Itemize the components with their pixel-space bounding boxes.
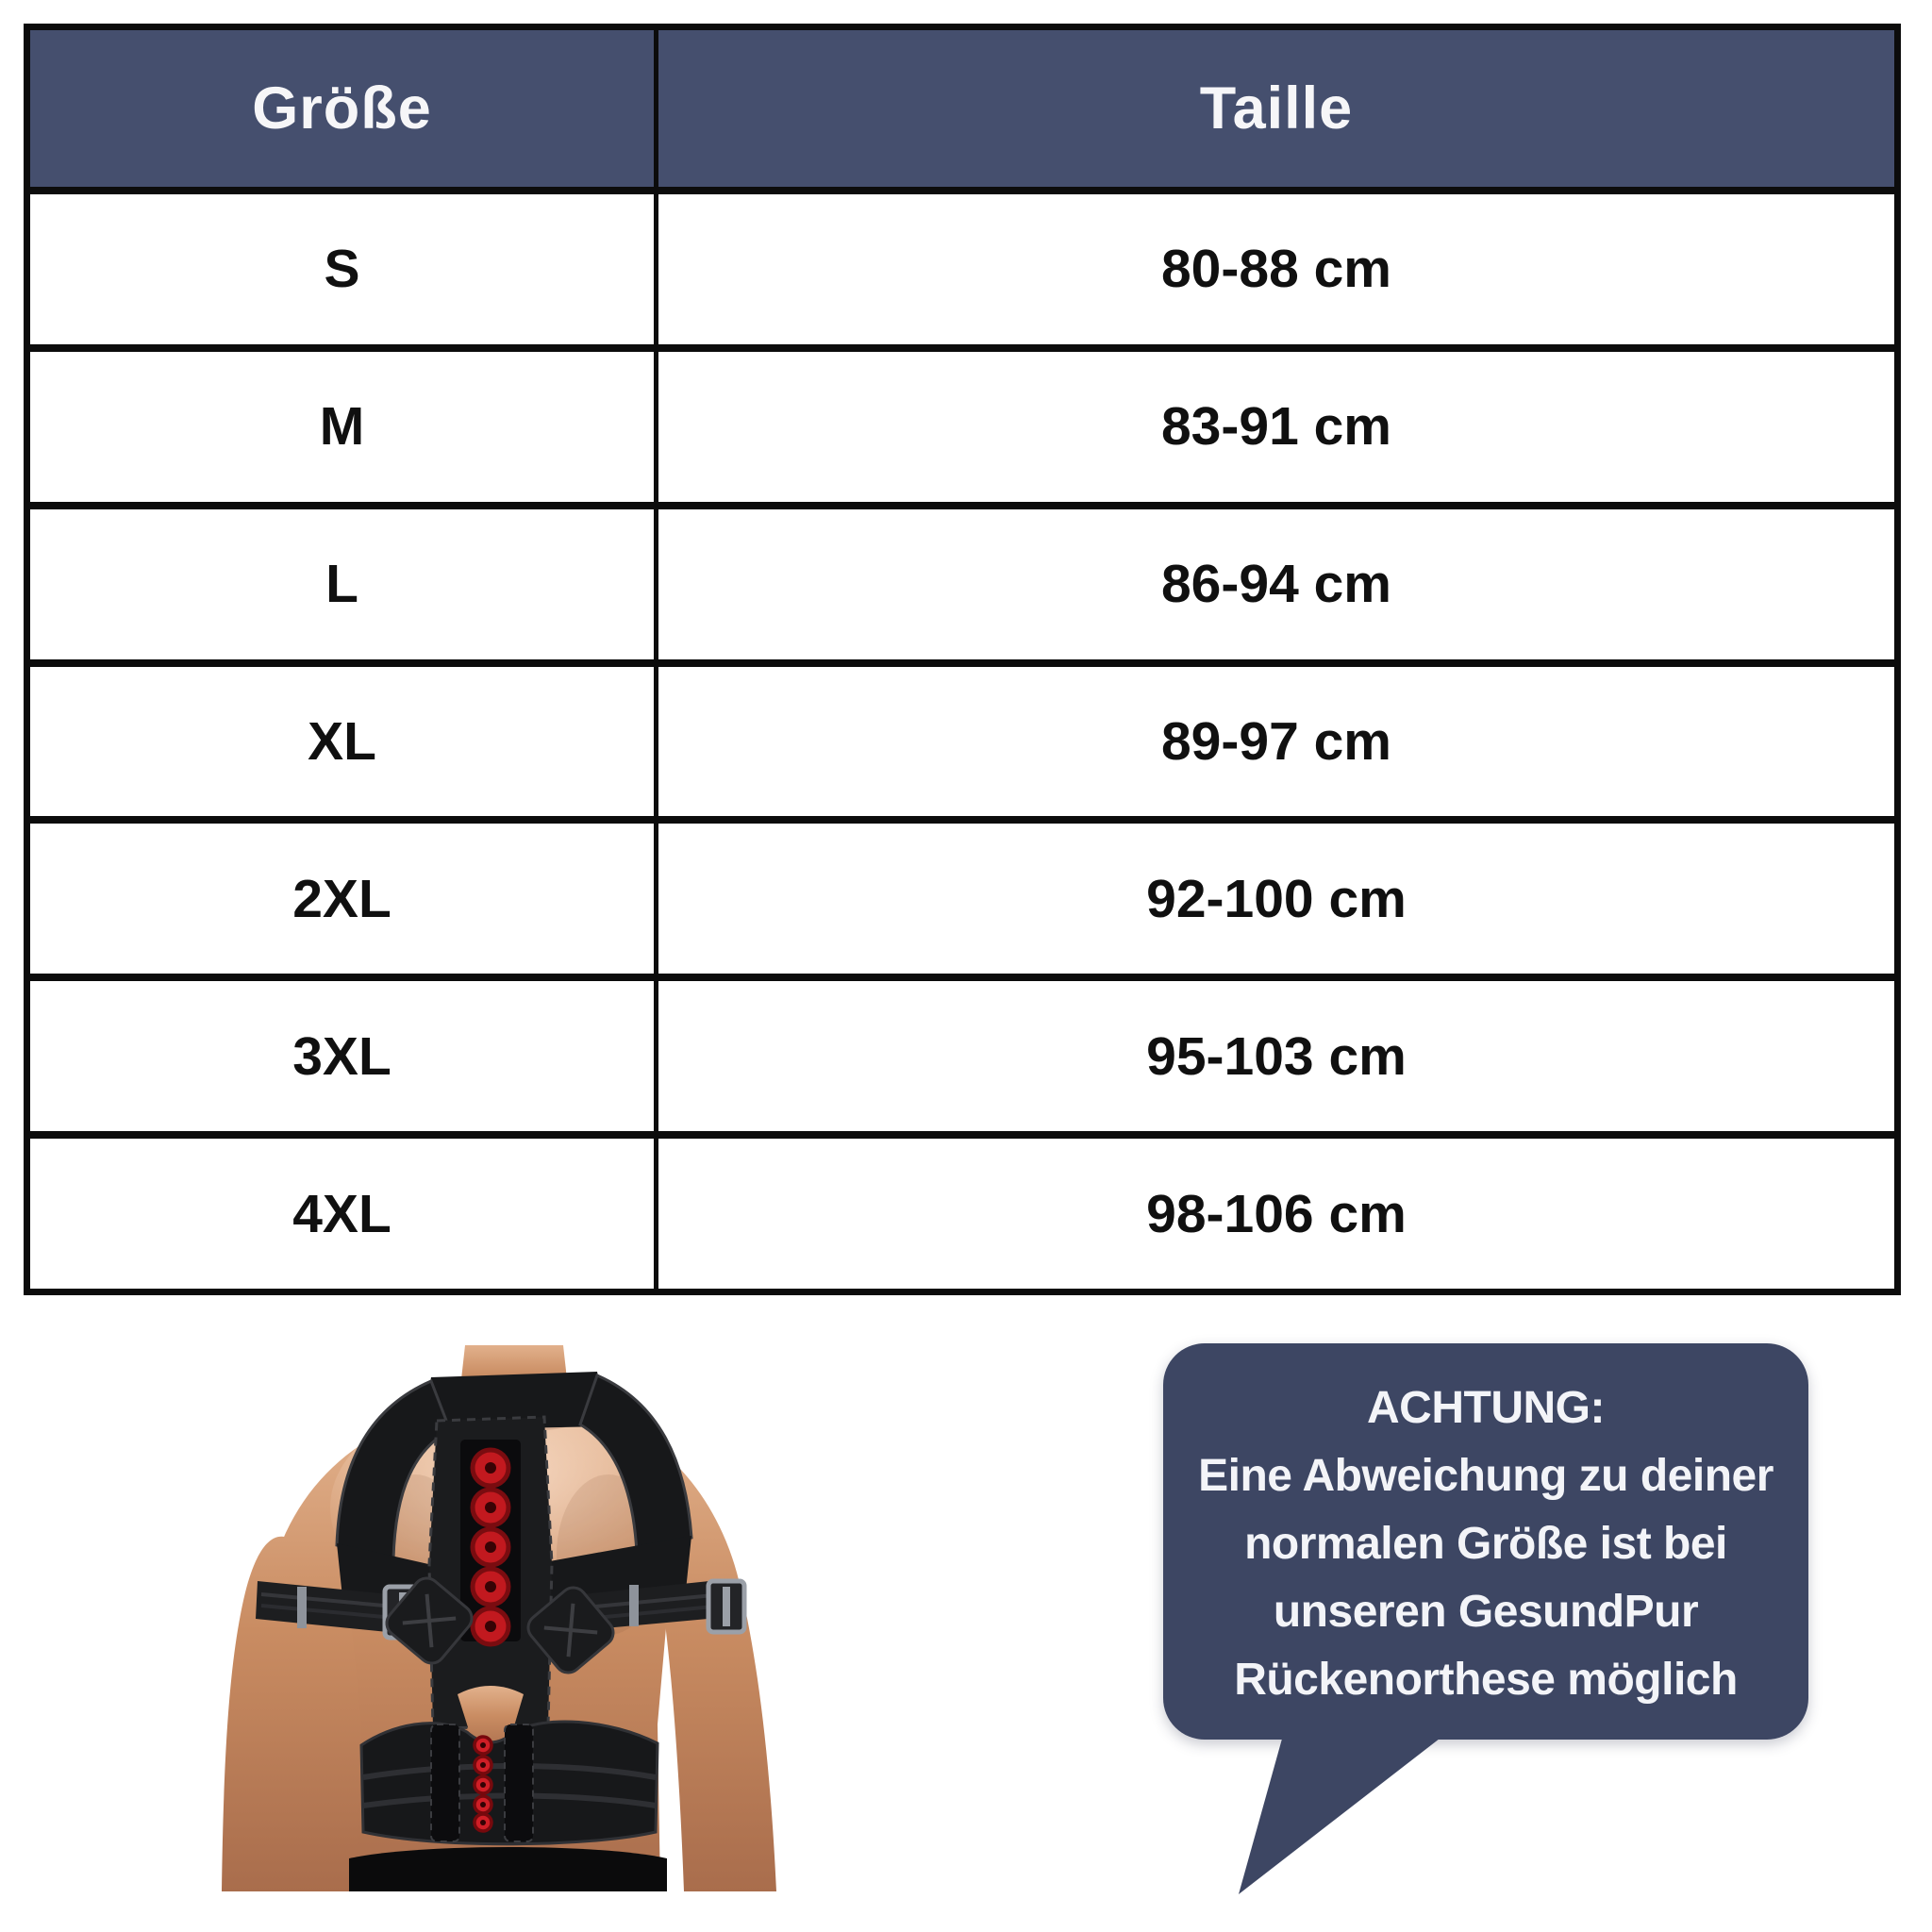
callout-tail <box>1163 1732 1808 1902</box>
callout-line: Rückenorthese möglich <box>1234 1655 1738 1705</box>
size-cell: L <box>30 502 658 659</box>
size-cell: 3XL <box>30 974 658 1131</box>
size-column-header: Größe <box>30 30 658 187</box>
waist-column-header: Taille <box>658 30 1894 187</box>
waist-cell: 89-97 cm <box>658 659 1894 817</box>
waist-strip-left <box>431 1724 459 1841</box>
size-table <box>24 24 1901 1295</box>
waist-strip-right <box>505 1724 533 1841</box>
size-cell: S <box>30 187 658 344</box>
waist-cell: 95-103 cm <box>658 974 1894 1131</box>
waist-cell: 98-106 cm <box>658 1131 1894 1289</box>
waist-cell: 83-91 cm <box>658 344 1894 502</box>
size-cell: 4XL <box>30 1131 658 1289</box>
size-cell: 2XL <box>30 816 658 974</box>
back-brace-product-photo <box>193 1319 821 1932</box>
callout-line: unseren GesundPur <box>1273 1587 1699 1637</box>
waist-cell: 86-94 cm <box>658 502 1894 659</box>
attention-callout <box>1163 1343 1808 1740</box>
pants <box>349 1847 667 1891</box>
waist-cell: 92-100 cm <box>658 816 1894 974</box>
callout-line: normalen Größe ist bei <box>1244 1519 1727 1569</box>
waist-cell: 80-88 cm <box>658 187 1894 344</box>
upper-magnets <box>473 1450 508 1644</box>
callout-line: Eine Abweichung zu deiner <box>1198 1451 1774 1501</box>
callout-title: ACHTUNG: <box>1367 1383 1605 1433</box>
size-cell: M <box>30 344 658 502</box>
lower-magnets <box>475 1737 491 1831</box>
size-cell: XL <box>30 659 658 817</box>
